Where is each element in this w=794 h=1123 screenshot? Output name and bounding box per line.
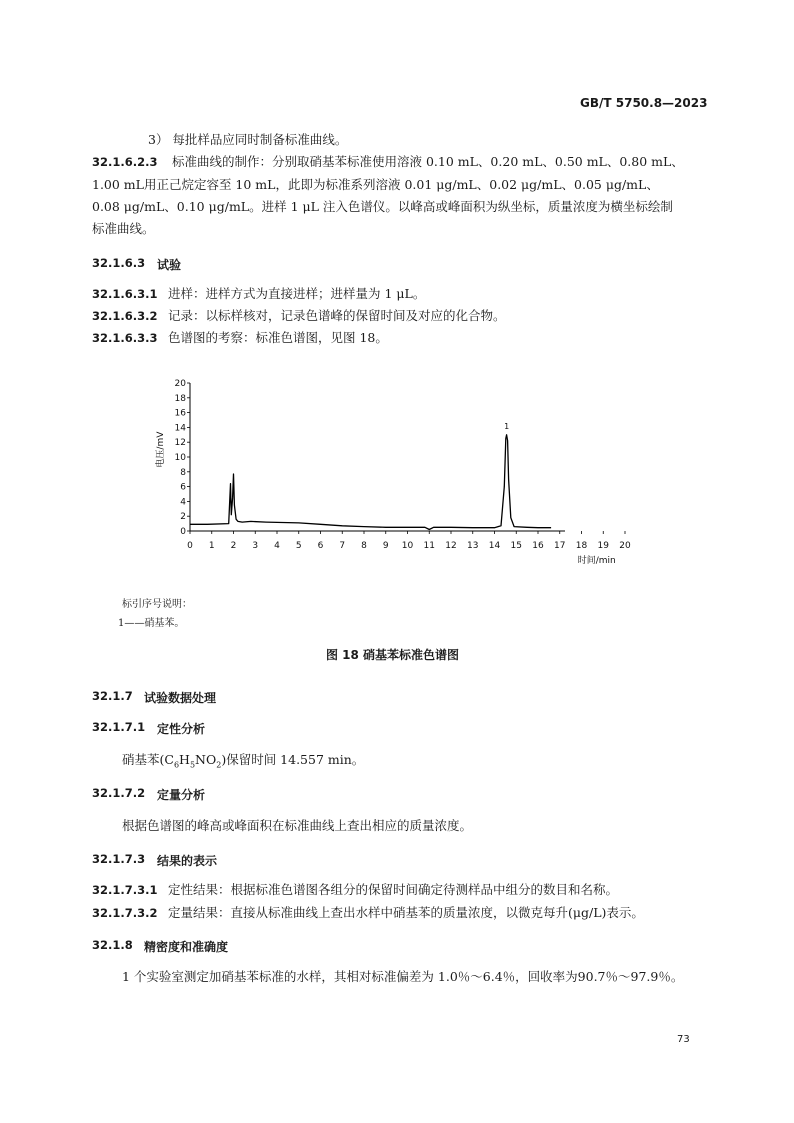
chart-plot-area: [154, 379, 631, 566]
injection-text: 进样：进样方式为直接进样；进样量为 1 μL。: [168, 286, 426, 301]
section-title-qualitative: 定性分析: [157, 722, 206, 736]
x-tick-label: 17: [554, 541, 566, 551]
x-tick-label: 19: [597, 541, 609, 551]
calibration-text-line3: 0.08 μg/mL、0.10 μg/mL。进样 1 μL 注入色谱仪。以峰高或峰面积为纵坐标，质量浓度为横坐标绘制: [92, 199, 673, 214]
section-number-32-1-7-3: 32.1.7.3: [92, 852, 146, 866]
y-tick-label: 14: [174, 423, 186, 434]
section-title-results: 结果的表示: [157, 854, 218, 868]
page-number: 73: [677, 1034, 690, 1045]
record-text: 记录：以标样核对，记录色谱峰的保留时间及对应的化合物。: [168, 308, 506, 323]
section-title-data-processing: 试验数据处理: [144, 691, 217, 705]
x-tick-label: 5: [295, 541, 302, 551]
calibration-text-line2: 1.00 mL用正己烷定容至 10 mL，此即为标准系列溶液 0.01 μg/mL、0.02 μg/mL、0.05 μg/mL、: [92, 177, 659, 192]
y-tick-label: 6: [180, 482, 186, 493]
section-number-32-1-6-3-1: 32.1.6.3.1: [92, 287, 158, 301]
x-tick-label: 14: [488, 541, 501, 551]
y-tick-label: 18: [174, 393, 186, 404]
x-tick-label: 1: [208, 541, 215, 551]
section-number-32-1-6-2-3: 32.1.6.2.3: [92, 155, 158, 169]
figure-caption: 图 18 硝基苯标准色谱图: [326, 648, 460, 662]
section-number-32-1-8: 32.1.8: [92, 938, 133, 952]
legend-title: 标引序号说明：: [122, 599, 192, 610]
section-title-test: 试验: [157, 258, 182, 272]
chromatogram-review-text: 色谱图的考察：标准色谱图，见图 18。: [168, 330, 388, 345]
x-tick-label: 7: [339, 541, 346, 551]
section-number-32-1-6-3-2: 32.1.6.3.2: [92, 309, 158, 323]
x-tick-label: 15: [510, 541, 522, 551]
section-title-precision: 精密度和准确度: [144, 940, 229, 954]
qualitative-text: 硝基苯$(C_6H_5NO_2)$保留时间 14.557 min。: [122, 752, 365, 770]
quantitative-text: 根据色谱图的峰高或峰面积在标准曲线上查出相应的质量浓度。: [122, 818, 473, 833]
chromatogram-chart: [140, 360, 660, 575]
x-tick-label: 0: [187, 541, 193, 551]
x-tick-label: 11: [423, 541, 435, 551]
y-tick-label: 4: [180, 497, 186, 508]
y-tick-label: 2: [180, 512, 186, 523]
calibration-text-line1: 标准曲线的制作：分别取硝基苯标准使用溶液 0.10 mL、0.20 mL、0.50 mL、0.80 mL、: [172, 154, 684, 169]
section-number-32-1-7-1: 32.1.7.1: [92, 720, 146, 734]
section-number-32-1-7: 32.1.7: [92, 689, 133, 703]
y-tick-label: 8: [180, 467, 186, 478]
x-tick-label: 13: [467, 541, 479, 551]
section-number-32-1-7-3-2: 32.1.7.3.2: [92, 906, 158, 920]
section-number-32-1-6-3: 32.1.6.3: [92, 256, 146, 270]
y-tick-label: 10: [174, 453, 186, 463]
x-tick-label: 9: [382, 541, 389, 551]
section-number-32-1-7-2: 32.1.7.2: [92, 786, 146, 800]
x-tick-label: 16: [532, 541, 544, 551]
calibration-text-line4: 标准曲线。: [92, 221, 155, 236]
y-tick-label: 16: [174, 408, 186, 419]
x-axis-label: 时间/min: [577, 556, 616, 566]
y-tick-label: 12: [174, 438, 186, 449]
x-tick-label: 20: [619, 541, 631, 551]
section-number-32-1-6-3-3: 32.1.6.3.3: [92, 331, 158, 345]
legend-item-1: 1——硝基苯。: [118, 618, 185, 629]
section-number-32-1-7-3-1: 32.1.7.3.1: [92, 883, 158, 897]
x-tick-label: 18: [575, 541, 588, 551]
x-tick-label: 12: [445, 541, 457, 551]
x-tick-label: 4: [274, 541, 280, 551]
x-tick-label: 2: [230, 541, 237, 551]
y-tick-label: 0: [180, 527, 186, 537]
section-title-quantitative: 定量分析: [157, 788, 206, 802]
y-axis-label: 电压/mV: [156, 431, 166, 468]
standard-number: GB/T 5750.8—2023: [580, 96, 708, 110]
x-tick-label: 3: [252, 541, 259, 551]
peak-label: 1: [504, 421, 510, 431]
step-3-text: 3） 每批样品应同时制备标准曲线。: [148, 132, 348, 147]
x-tick-label: 8: [361, 541, 367, 551]
y-tick-label: 20: [174, 379, 186, 389]
x-tick-label: 6: [317, 541, 324, 551]
x-tick-label: 10: [401, 541, 414, 551]
chromatogram-trace: [190, 435, 551, 530]
precision-text: 1 个实验室测定加硝基苯标准的水样，其相对标准偏差为 1.0％～6.4％，回收率为90.7％～97.9％。: [122, 969, 684, 984]
qualitative-result-text: 定性结果：根据标准色谱图各组分的保留时间确定待测样品中组分的数目和名称。: [168, 882, 619, 897]
quantitative-result-text: 定量结果：直接从标准曲线上查出水样中硝基苯的质量浓度，以微克每升(μg/L)表示。: [168, 905, 644, 920]
